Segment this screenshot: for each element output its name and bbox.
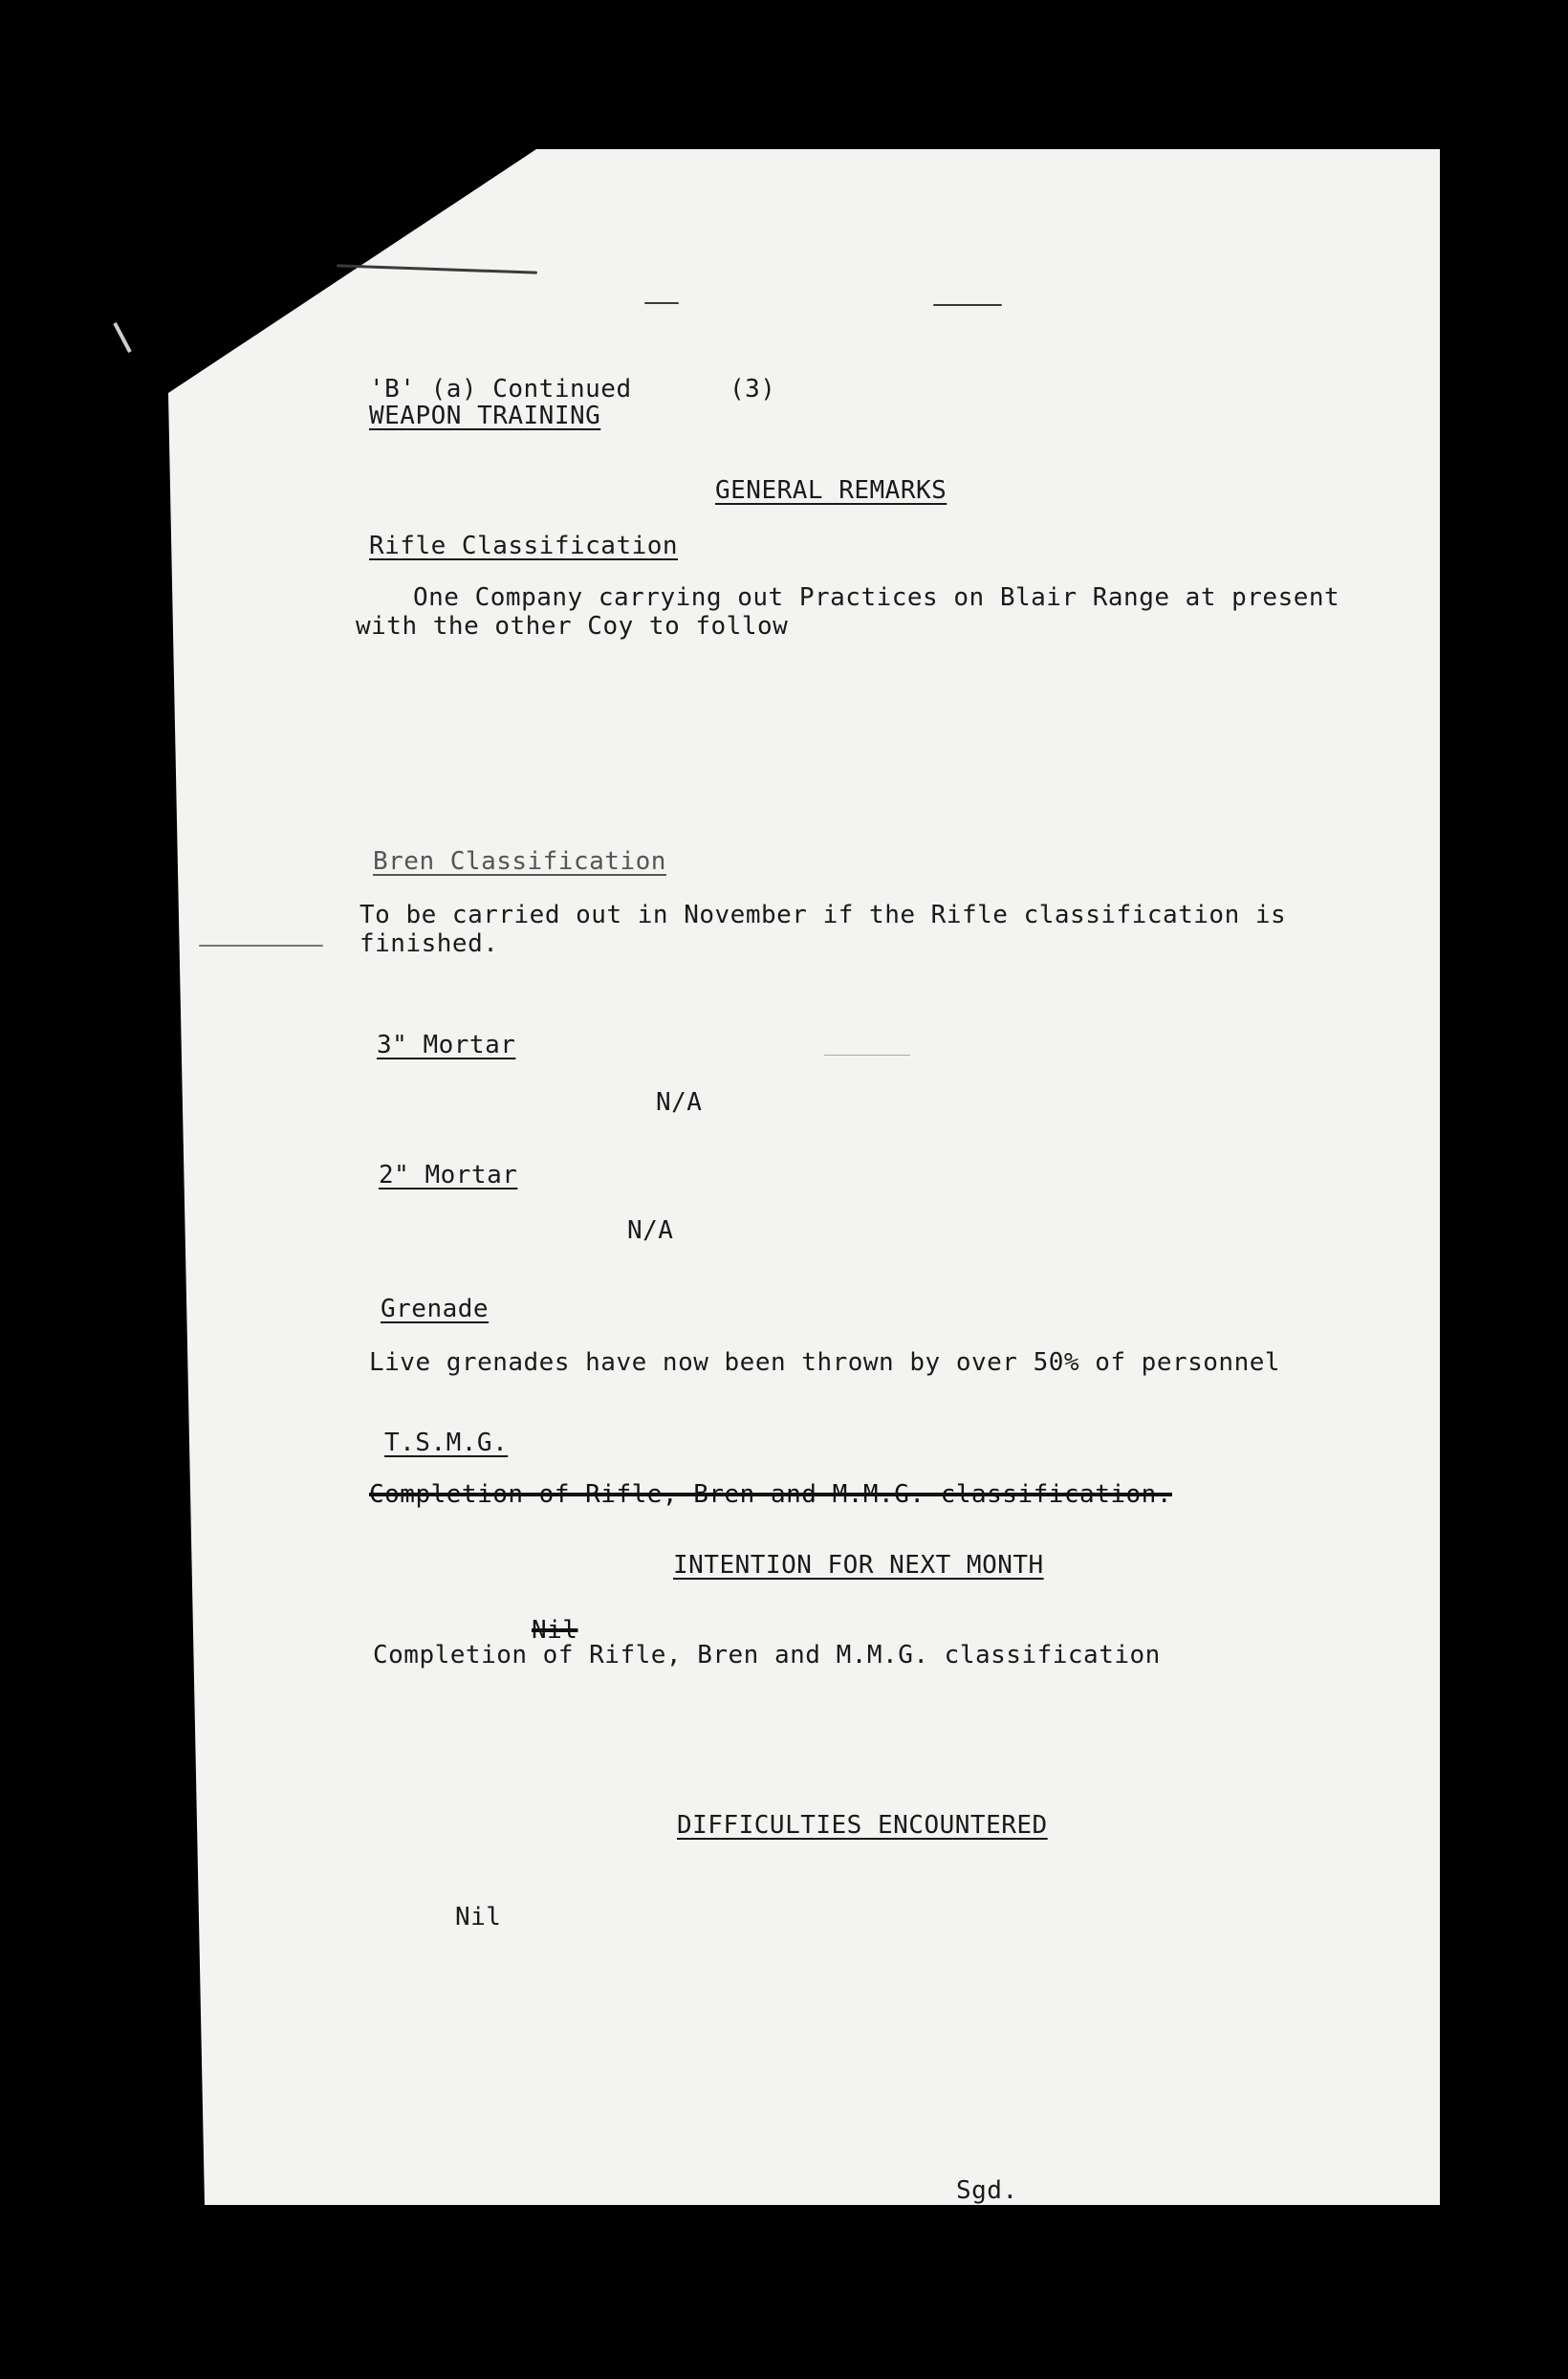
mortar-3in-value: N/A [656, 1088, 703, 1117]
top-mark [933, 304, 1002, 306]
mortar-2in-title: 2" Mortar [379, 1161, 518, 1190]
margin-mark [199, 945, 323, 947]
grenade-text: Live grenades have now been thrown by over 50% of personnel [369, 1348, 1281, 1377]
signature-abbrev: Sgd. [956, 2176, 1018, 2205]
intention-heading: INTENTION FOR NEXT MONTH [673, 1551, 1044, 1580]
margin-mark [824, 1055, 910, 1056]
mortar-3in-title: 3" Mortar [377, 1031, 516, 1059]
document-page [168, 149, 1440, 2205]
tsmg-title: T.S.M.G. [384, 1429, 509, 1457]
intention-struck-text: Nil [532, 1616, 578, 1645]
film-edge-mark [113, 322, 131, 353]
page-number: (3) [730, 375, 776, 404]
tsmg-struck-text: Completion of Rifle, Bren and M.M.G. classification. [369, 1480, 1172, 1509]
section-reference: 'B' (a) Continued [369, 375, 632, 404]
bren-classification-line2: finished. [359, 929, 499, 958]
grenade-title: Grenade [381, 1295, 490, 1323]
difficulties-heading: DIFFICULTIES ENCOUNTERED [677, 1811, 1048, 1840]
bren-classification-line1: To be carried out in November if the Rifle classification is [359, 901, 1287, 929]
rifle-classification-line1: One Company carrying out Practices on Blair Range at present [413, 583, 1340, 612]
difficulties-text: Nil [455, 1903, 502, 1932]
bren-classification-title: Bren Classification [373, 847, 666, 876]
rifle-classification-line2: with the other Coy to follow [356, 612, 789, 641]
mortar-2in-value: N/A [627, 1216, 674, 1245]
general-remarks-heading: GENERAL REMARKS [715, 476, 947, 505]
top-mark [644, 302, 679, 304]
rifle-classification-title: Rifle Classification [369, 532, 679, 560]
section-title: WEAPON TRAINING [369, 402, 601, 430]
intention-text: Completion of Rifle, Bren and M.M.G. classification [373, 1641, 1161, 1670]
